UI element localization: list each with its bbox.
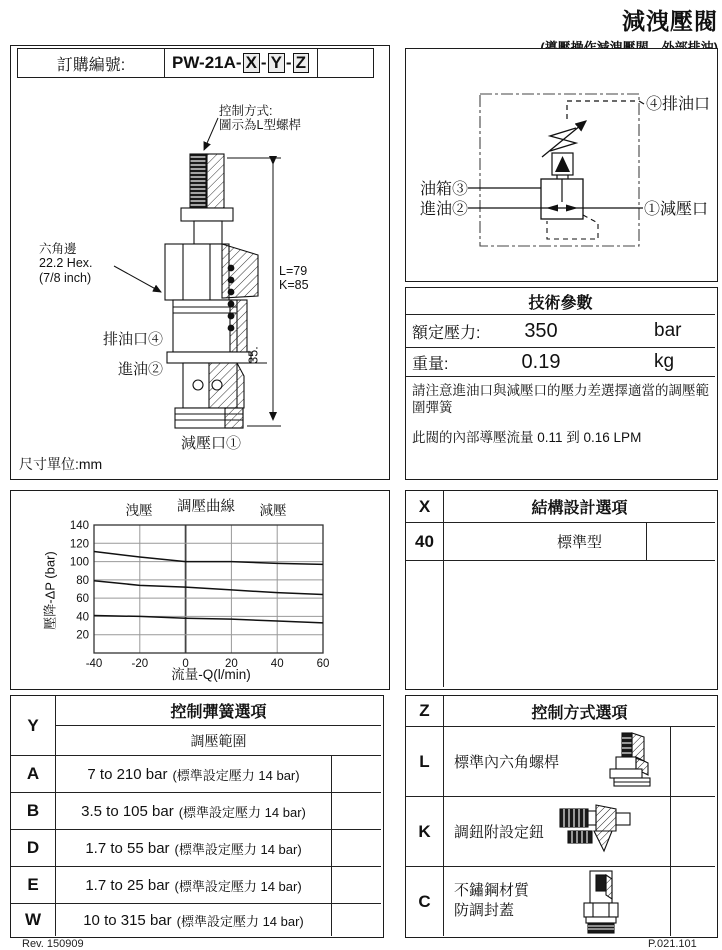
spring-row-note: (標準設定壓力 14 bar) — [174, 841, 302, 857]
schematic-port4-label: ④排油口 — [646, 96, 711, 113]
schematic-port3-label: 油箱③ — [419, 181, 468, 198]
option-x-code: X — [406, 491, 444, 523]
svg-text:60: 60 — [316, 658, 330, 670]
spring-row-empty — [331, 867, 381, 903]
svg-text:80: 80 — [76, 574, 89, 587]
spring-row-range: 7 to 210 bar — [87, 765, 168, 783]
dim-l-label: L=79 — [279, 264, 308, 278]
spring-row-code: D — [11, 830, 56, 866]
hex-size-line2: 22.2 Hex. — [39, 256, 93, 271]
footer-page-number: P.021.101 — [648, 938, 697, 950]
control-row-label-line1: 不鏽鋼材質 — [454, 882, 530, 899]
option-y-code: Y — [11, 696, 56, 755]
spring-row-code: B — [11, 793, 56, 829]
spring-row-range: 10 to 315 bar — [83, 911, 172, 929]
spring-row-empty — [331, 756, 381, 792]
chart-title: 調壓曲線 — [177, 499, 235, 515]
control-row-code: K — [406, 797, 444, 866]
drawing-panel — [10, 45, 390, 480]
tamper-cap-icon — [578, 869, 626, 937]
option-y-subheader: 調壓範圍 — [190, 732, 247, 749]
svg-text:40: 40 — [270, 658, 284, 670]
option-z-panel — [405, 695, 718, 938]
drain-port-label: 排油口④ — [102, 331, 163, 348]
spec-value: 350 — [524, 319, 558, 342]
option-y-header: 控制彈簧選項 — [56, 696, 381, 726]
spec-value: 0.19 — [521, 350, 561, 373]
option-x-row-label: 標準型 — [556, 534, 602, 551]
spec-unit: kg — [654, 351, 675, 372]
footer-revision: Rev. 150909 — [22, 938, 84, 950]
chart-xlabel: 流量-Q(l/min) — [171, 667, 251, 682]
control-row-code: C — [406, 867, 444, 936]
unit-note: 尺寸單位:mm — [19, 456, 103, 472]
knob-icon — [554, 801, 664, 865]
chart-left-label: 洩壓 — [125, 503, 153, 518]
spec-label: 重量: — [412, 355, 449, 373]
schematic-panel — [405, 48, 718, 282]
option-x-header: 結構設計選項 — [444, 491, 715, 523]
control-option-row — [406, 796, 715, 866]
option-x-row-underline — [406, 560, 715, 561]
control-method-note-line1: 控制方式: — [219, 104, 273, 118]
chart-ylabel: 壓降-ΔP (bar) — [42, 551, 58, 630]
svg-text:140: 140 — [69, 520, 89, 532]
spec-unit: bar — [654, 320, 682, 341]
option-z-code: Z — [406, 696, 444, 726]
spring-option-row — [11, 755, 381, 792]
spring-row-empty — [331, 904, 381, 936]
option-x-panel — [405, 490, 718, 690]
schematic-port1-label: ①減壓口 — [644, 201, 709, 218]
option-z-header: 控制方式選項 — [531, 704, 628, 722]
control-method-note — [219, 104, 301, 133]
order-code-prefix: PW-21A- — [172, 53, 242, 72]
hex-size-line3: (7/8 inch) — [39, 270, 92, 285]
spring-option-row — [11, 903, 381, 936]
page-title: 減洩壓閥 — [622, 8, 718, 34]
spring-row-empty — [331, 793, 381, 829]
svg-text:20: 20 — [225, 658, 238, 670]
svg-text:-20: -20 — [131, 658, 149, 670]
socket-screw-icon — [604, 731, 660, 793]
control-row-label: 標準內六角螺桿 — [454, 754, 560, 771]
control-row-right-divider — [670, 727, 671, 796]
control-row-label-line2: 防調封蓋 — [454, 901, 515, 919]
spring-option-row — [11, 866, 381, 903]
dim-35-label: 35. — [246, 346, 261, 364]
order-option-x: X — [243, 53, 260, 73]
spring-row-range: 1.7 to 55 bar — [85, 839, 170, 857]
svg-text:120: 120 — [69, 538, 89, 551]
spring-row-note: (標準設定壓力 14 bar) — [172, 767, 300, 783]
order-label: 訂購編號: — [56, 56, 126, 74]
option-x-row-label-cell — [444, 523, 715, 561]
spec-row-weight — [406, 348, 715, 377]
svg-text:20: 20 — [76, 629, 89, 642]
specs-note-2: 此閥的內部導壓流量 0.11 到 0.16 LPM — [412, 430, 642, 445]
control-row-right-divider — [670, 797, 671, 866]
inlet-port-label: 進油② — [117, 361, 163, 378]
dim-k-label: K=85 — [279, 278, 309, 292]
specs-panel — [405, 287, 718, 480]
spring-row-range: 1.7 to 25 bar — [85, 876, 170, 894]
order-option-z: Z — [293, 53, 309, 73]
svg-text:40: 40 — [76, 611, 89, 624]
option-x-row-code: 40 — [406, 523, 444, 561]
spring-row-empty — [331, 830, 381, 866]
schematic-port2-label: 進油② — [419, 201, 468, 218]
order-option-y: Y — [268, 53, 285, 73]
spring-row-note: (標準設定壓力 14 bar) — [174, 878, 302, 894]
control-option-row — [406, 726, 715, 796]
specs-note-1: 請注意進油口與減壓口的壓力差選擇適當的調壓範圍彈簧 — [412, 383, 709, 415]
control-option-row — [406, 866, 715, 936]
chart-right-label: 減壓 — [259, 503, 287, 518]
svg-text:-40: -40 — [85, 658, 103, 670]
svg-text:100: 100 — [69, 556, 89, 569]
control-method-note-line2: 圖示為L型螺桿 — [219, 118, 301, 133]
specs-header: 技術參數 — [406, 288, 715, 315]
hydraulic-schematic — [406, 49, 716, 280]
chart-panel — [10, 490, 390, 690]
option-x-left-col-divider — [406, 561, 444, 687]
order-code-cell: PW-21A- X - Y - Z — [165, 49, 318, 77]
spring-row-range: 3.5 to 105 bar — [81, 802, 174, 820]
control-row-code: L — [406, 727, 444, 796]
spec-label: 額定壓力: — [412, 324, 481, 342]
svg-text:60: 60 — [76, 593, 89, 606]
reduced-port-label: 減壓口① — [180, 435, 241, 452]
control-row-label: 調鈕附設定鈕 — [454, 824, 545, 841]
spring-row-note: (標準設定壓力 14 bar) — [176, 913, 304, 929]
hex-size-note — [39, 242, 93, 285]
hex-size-line1: 六角邊 — [39, 242, 77, 256]
control-row-right-divider — [670, 867, 671, 936]
spring-option-row — [11, 792, 381, 829]
svg-text:0: 0 — [182, 658, 189, 670]
spring-option-row — [11, 829, 381, 866]
spring-row-note: (標準設定壓力 14 bar) — [178, 804, 306, 820]
option-y-panel — [10, 695, 384, 938]
spec-row-pressure — [406, 315, 715, 348]
spring-row-code: W — [11, 904, 56, 936]
pressure-flow-chart — [11, 491, 388, 688]
spring-row-code: A — [11, 756, 56, 792]
option-x-right-divider — [646, 523, 647, 561]
spring-row-code: E — [11, 867, 56, 903]
